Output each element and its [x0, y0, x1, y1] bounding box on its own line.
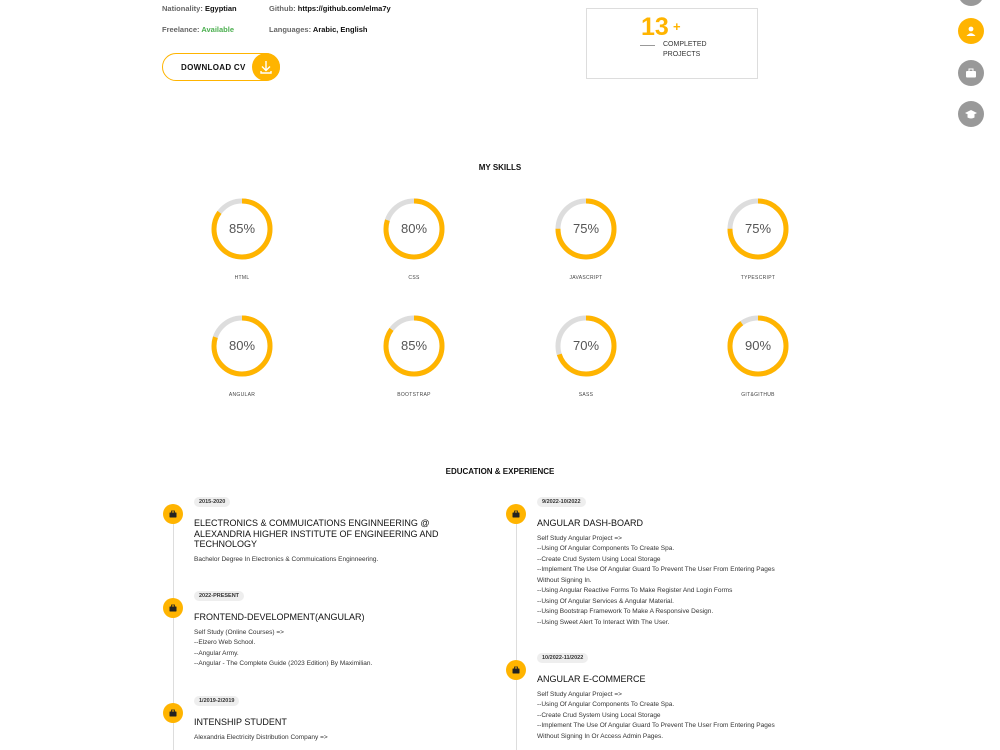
timeline-description [194, 628, 484, 670]
skill-percent: 90% [744, 338, 772, 353]
timeline-date: 9/2022-10/2022 [537, 497, 586, 507]
timeline-description-line: --Create Crud System Using Local Storage [537, 711, 661, 719]
education-title: EDUCATION & EXPERIENCE [445, 467, 555, 476]
freelance-row [162, 25, 234, 34]
timeline-title: ELECTRONICS & COMMUICATIONS ENGINNEERING @ ALEXANDRIA HIGHER INSTITUTE OF ENGINEERING AND TECHNOLOGY [194, 518, 439, 549]
skill-percent: 75% [572, 221, 600, 236]
languages-row [269, 25, 368, 34]
timeline-description-line: --Using Angular Reactive Forms To Make Register And Login Forms [537, 587, 733, 594]
stat-divider [640, 45, 655, 46]
skill-name: TYPESCRIPT [740, 275, 776, 281]
skill-percent: 85% [228, 221, 256, 236]
timeline-title: INTENSHIP STUDENT [194, 717, 287, 727]
timeline-date: 2022-PRESENT [194, 591, 244, 601]
github-value[interactable]: https://github.com/elma7y [297, 4, 391, 13]
timeline-right-line [516, 510, 517, 750]
timeline-date: 2015-2020 [194, 497, 230, 507]
timeline-description-line: --Using Of Angular Components To Create Spa. [537, 545, 675, 552]
skill-percent: 85% [400, 338, 428, 353]
timeline-date: 10/2022-11/2022 [537, 653, 588, 663]
timeline-description-line: Self Study Angular Project => [537, 690, 622, 698]
stat-label [663, 40, 733, 60]
timeline-description-line: --Angular Army. [194, 649, 239, 657]
user-icon [964, 24, 978, 38]
timeline-description-line: Bachelor Degree In Electronics & Commuications Enginneering. [194, 555, 379, 563]
skill-percent: 80% [400, 221, 428, 236]
briefcase-icon [163, 703, 183, 723]
skill-percent: 70% [572, 338, 600, 353]
timeline-description-line: --Using Of Angular Components To Create Spa. [537, 701, 675, 708]
download-cv-label: DOWNLOAD CV [181, 63, 246, 72]
timeline-title: FRONTEND-DEVELOPMENT(ANGULAR) [194, 612, 365, 622]
timeline-description-line: Self Study Angular Project => [537, 534, 622, 542]
skill-percent: 75% [744, 221, 772, 236]
skill-name: BOOTSTRAP [397, 392, 431, 398]
download-cv-button[interactable] [162, 53, 280, 81]
timeline-description-line: Without Signing In. [537, 576, 592, 584]
timeline-description-line: --Implement The Use Of Angular Guard To Prevent The User From Entering Pages [537, 566, 775, 573]
timeline-title: ANGULAR E-COMMERCE [537, 674, 646, 684]
timeline-description-line: --Elzero Web School. [194, 639, 256, 646]
timeline-description-line: --Using Bootstrap Framework To Make A Responsive Design. [537, 608, 714, 615]
stat-label-line2: PROJECTS [663, 51, 701, 58]
download-icon [252, 53, 280, 81]
briefcase-icon [163, 504, 183, 524]
timeline-description-line: Without Signing In Or Access Admin Pages. [537, 732, 664, 740]
nationality-value: Egyptian [204, 4, 237, 13]
timeline-description-line: Self Study (Online Courses) => [194, 628, 284, 636]
side-nav-education[interactable] [958, 101, 984, 127]
github-row [269, 4, 391, 13]
skills-title: MY SKILLS [478, 163, 522, 172]
freelance-value: Available [201, 25, 234, 34]
github-label: Github: [269, 4, 296, 13]
stat-label-line1: COMPLETED [663, 41, 707, 48]
stat-plus: + [673, 19, 681, 34]
skill-name: CSS [408, 275, 420, 281]
timeline-description [537, 690, 827, 743]
timeline-description [537, 534, 827, 629]
languages-value: Arabic, English [312, 25, 368, 34]
timeline-description-line: --Using Sweet Alert To Interact With The User. [537, 618, 670, 626]
skill-name: HTML [234, 275, 250, 281]
nationality-row [162, 4, 237, 13]
timeline-description [194, 555, 484, 566]
nationality-label: Nationality: [162, 4, 203, 13]
completed-projects-stat [586, 8, 758, 79]
freelance-label: Freelance: [162, 25, 200, 34]
briefcase-icon [506, 504, 526, 524]
languages-label: Languages: [269, 25, 312, 34]
timeline-title: ANGULAR DASH-BOARD [537, 518, 644, 528]
skill-percent: 80% [228, 338, 256, 353]
timeline-description-line: --Using Of Angular Services & Angular Material. [537, 597, 674, 605]
graduation-icon [964, 107, 978, 121]
side-nav-about[interactable] [958, 18, 984, 44]
timeline-description-line: --Create Crud System Using Local Storage [537, 555, 661, 563]
timeline-description [194, 733, 484, 744]
skill-name: SASS [578, 392, 594, 398]
briefcase-icon [506, 660, 526, 680]
timeline-description-line: Alexandria Electricity Distribution Company => [194, 733, 328, 741]
briefcase-icon [964, 66, 978, 80]
skill-name: ANGULAR [228, 392, 256, 398]
side-nav-home[interactable] [958, 0, 984, 6]
briefcase-icon [163, 598, 183, 618]
timeline-description-line: --Angular - The Complete Guide (2023 Edition) By Maximilian. [194, 660, 373, 667]
timeline-description-line: --Implement The Use Of Angular Guard To Prevent The User From Entering Pages [537, 722, 775, 729]
timeline-date: 1/2019-2/2019 [194, 696, 239, 706]
skill-name: JAVASCRIPT [569, 275, 603, 281]
skill-name: GIT&GITHUB [741, 392, 775, 398]
stat-number: 13 [641, 13, 669, 41]
side-nav-portfolio[interactable] [958, 60, 984, 86]
